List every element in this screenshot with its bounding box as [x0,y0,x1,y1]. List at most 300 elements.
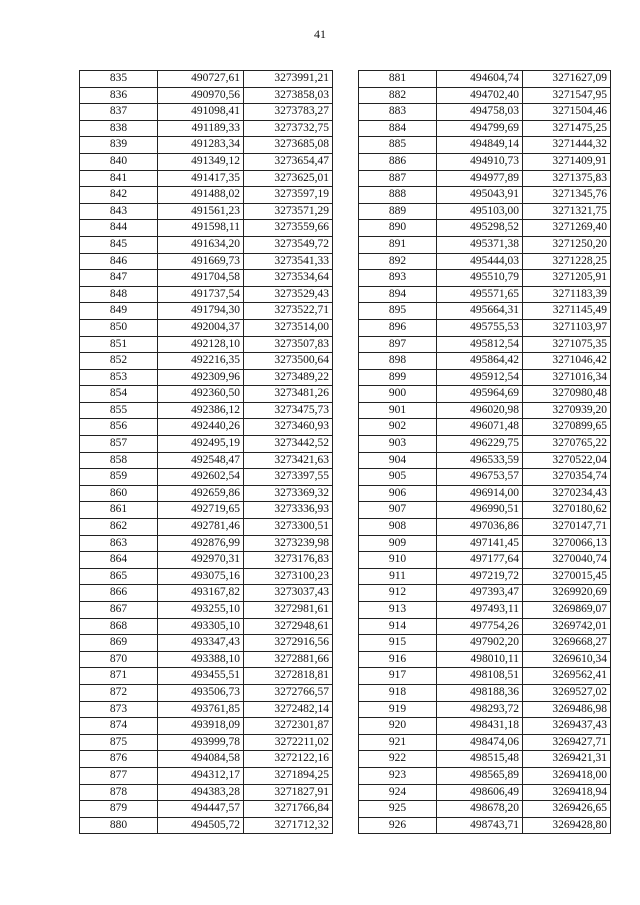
x-coordinate-cell: 491704,58 [158,270,244,287]
point-number-cell: 855 [80,402,158,419]
x-coordinate-cell: 492602,54 [158,469,244,486]
x-coordinate-cell: 494505,72 [158,817,244,834]
y-coordinate-cell: 3273442,52 [244,436,333,453]
x-coordinate-cell: 492216,35 [158,353,244,370]
table-row [80,734,333,751]
point-number-cell: 848 [80,286,158,303]
point-number-cell: 926 [359,817,437,834]
y-coordinate-cell: 3272881,66 [244,651,333,668]
point-number-cell: 909 [359,535,437,552]
x-coordinate-cell: 492970,31 [158,552,244,569]
y-coordinate-cell: 3269527,02 [523,684,611,701]
table-row [80,535,333,552]
x-coordinate-cell: 494799,69 [437,120,523,137]
point-number-cell: 925 [359,801,437,818]
table-row [80,602,333,619]
x-coordinate-cell: 493999,78 [158,734,244,751]
point-number-cell: 922 [359,751,437,768]
y-coordinate-cell: 3273475,73 [244,402,333,419]
point-number-cell: 879 [80,801,158,818]
table-row [359,137,611,154]
x-coordinate-cell: 495103,00 [437,203,523,220]
point-number-cell: 841 [80,170,158,187]
x-coordinate-cell: 493075,16 [158,568,244,585]
point-number-cell: 851 [80,336,158,353]
x-coordinate-cell: 495371,38 [437,236,523,253]
table-row [80,220,333,237]
y-coordinate-cell: 3270040,74 [523,552,611,569]
table-row [80,104,333,121]
y-coordinate-cell: 3269610,34 [523,651,611,668]
table-row [359,585,611,602]
point-number-cell: 897 [359,336,437,353]
x-coordinate-cell: 493388,10 [158,651,244,668]
y-coordinate-cell: 3273176,83 [244,552,333,569]
point-number-cell: 900 [359,386,437,403]
y-coordinate-cell: 3271103,97 [523,319,611,336]
table-row [359,170,611,187]
y-coordinate-cell: 3273489,22 [244,369,333,386]
point-number-cell: 860 [80,485,158,502]
table-row [359,71,611,88]
x-coordinate-cell: 497493,11 [437,602,523,619]
table-row [80,286,333,303]
point-number-cell: 839 [80,137,158,154]
table-row [359,369,611,386]
table-row [80,386,333,403]
x-coordinate-cell: 498188,36 [437,684,523,701]
table-row [80,187,333,204]
table-row [80,784,333,801]
point-number-cell: 907 [359,502,437,519]
point-number-cell: 902 [359,419,437,436]
y-coordinate-cell: 3269869,07 [523,602,611,619]
y-coordinate-cell: 3273239,98 [244,535,333,552]
point-number-cell: 908 [359,519,437,536]
point-number-cell: 858 [80,452,158,469]
y-coordinate-cell: 3271345,76 [523,187,611,204]
table-row [80,270,333,287]
point-number-cell: 910 [359,552,437,569]
point-number-cell: 883 [359,104,437,121]
table-row [359,353,611,370]
table-row [80,120,333,137]
point-number-cell: 836 [80,87,158,104]
y-coordinate-cell: 3273685,08 [244,137,333,154]
y-coordinate-cell: 3273597,19 [244,187,333,204]
x-coordinate-cell: 492719,65 [158,502,244,519]
x-coordinate-cell: 493918,09 [158,718,244,735]
table-row [80,651,333,668]
table-row [359,651,611,668]
point-number-cell: 898 [359,353,437,370]
x-coordinate-cell: 495444,03 [437,253,523,270]
point-number-cell: 921 [359,734,437,751]
point-number-cell: 895 [359,303,437,320]
x-coordinate-cell: 498293,72 [437,701,523,718]
y-coordinate-cell: 3273514,00 [244,319,333,336]
y-coordinate-cell: 3273541,33 [244,253,333,270]
y-coordinate-cell: 3271046,42 [523,353,611,370]
x-coordinate-cell: 494312,17 [158,767,244,784]
y-coordinate-cell: 3270980,48 [523,386,611,403]
x-coordinate-cell: 497036,86 [437,519,523,536]
table-row [359,552,611,569]
y-coordinate-cell: 3270939,20 [523,402,611,419]
point-number-cell: 853 [80,369,158,386]
table-row [359,452,611,469]
table-row [359,535,611,552]
x-coordinate-cell: 498474,06 [437,734,523,751]
point-number-cell: 917 [359,668,437,685]
x-coordinate-cell: 495664,31 [437,303,523,320]
x-coordinate-cell: 493167,82 [158,585,244,602]
point-number-cell: 920 [359,718,437,735]
x-coordinate-cell: 496914,00 [437,485,523,502]
point-number-cell: 887 [359,170,437,187]
y-coordinate-cell: 3271250,20 [523,236,611,253]
y-coordinate-cell: 3272948,61 [244,618,333,635]
table-row [359,253,611,270]
y-coordinate-cell: 3271228,25 [523,253,611,270]
x-coordinate-cell: 494849,14 [437,137,523,154]
y-coordinate-cell: 3272766,57 [244,684,333,701]
y-coordinate-cell: 3271145,49 [523,303,611,320]
point-number-cell: 923 [359,767,437,784]
x-coordinate-cell: 491417,35 [158,170,244,187]
x-coordinate-cell: 495510,79 [437,270,523,287]
x-coordinate-cell: 494447,57 [158,801,244,818]
table-row [359,286,611,303]
x-coordinate-cell: 493255,10 [158,602,244,619]
point-number-cell: 859 [80,469,158,486]
point-number-cell: 896 [359,319,437,336]
y-coordinate-cell: 3272916,56 [244,635,333,652]
table-row [359,336,611,353]
x-coordinate-cell: 494758,03 [437,104,523,121]
table-row [80,203,333,220]
x-coordinate-cell: 498565,89 [437,767,523,784]
x-coordinate-cell: 491561,23 [158,203,244,220]
y-coordinate-cell: 3270765,22 [523,436,611,453]
table-row [359,502,611,519]
point-number-cell: 911 [359,568,437,585]
y-coordinate-cell: 3271766,84 [244,801,333,818]
point-number-cell: 870 [80,651,158,668]
table-row [80,303,333,320]
table-row [80,71,333,88]
y-coordinate-cell: 3269920,69 [523,585,611,602]
point-number-cell: 876 [80,751,158,768]
y-coordinate-cell: 3269668,27 [523,635,611,652]
table-row [359,485,611,502]
x-coordinate-cell: 495964,69 [437,386,523,403]
y-coordinate-cell: 3271269,40 [523,220,611,237]
point-number-cell: 874 [80,718,158,735]
x-coordinate-cell: 498515,48 [437,751,523,768]
table-row [80,153,333,170]
point-number-cell: 899 [359,369,437,386]
y-coordinate-cell: 3273037,43 [244,585,333,602]
y-coordinate-cell: 3273732,75 [244,120,333,137]
y-coordinate-cell: 3269421,31 [523,751,611,768]
x-coordinate-cell: 492440,26 [158,419,244,436]
y-coordinate-cell: 3273783,27 [244,104,333,121]
table-row [80,568,333,585]
point-number-cell: 912 [359,585,437,602]
table-row [359,618,611,635]
x-coordinate-cell: 498743,71 [437,817,523,834]
x-coordinate-cell: 492659,86 [158,485,244,502]
table-row [359,419,611,436]
table-row [80,469,333,486]
table-row [359,220,611,237]
point-number-cell: 892 [359,253,437,270]
table-row [80,635,333,652]
x-coordinate-cell: 496533,59 [437,452,523,469]
table-row [80,767,333,784]
x-coordinate-cell: 491598,11 [158,220,244,237]
x-coordinate-cell: 498108,51 [437,668,523,685]
y-coordinate-cell: 3273336,93 [244,502,333,519]
table-row [359,767,611,784]
table-row [359,602,611,619]
y-coordinate-cell: 3271827,91 [244,784,333,801]
x-coordinate-cell: 498010,11 [437,651,523,668]
y-coordinate-cell: 3269418,94 [523,784,611,801]
y-coordinate-cell: 3270066,13 [523,535,611,552]
y-coordinate-cell: 3271547,95 [523,87,611,104]
y-coordinate-cell: 3269486,98 [523,701,611,718]
y-coordinate-cell: 3273421,63 [244,452,333,469]
table-row [80,801,333,818]
table-row [359,635,611,652]
table-row [359,701,611,718]
y-coordinate-cell: 3269742,01 [523,618,611,635]
x-coordinate-cell: 492004,37 [158,319,244,336]
table-row [359,386,611,403]
y-coordinate-cell: 3270234,43 [523,485,611,502]
table-row [80,701,333,718]
table-row [359,436,611,453]
table-row [80,336,333,353]
point-number-cell: 913 [359,602,437,619]
point-number-cell: 868 [80,618,158,635]
table-row [80,718,333,735]
point-number-cell: 914 [359,618,437,635]
point-number-cell: 924 [359,784,437,801]
point-number-cell: 854 [80,386,158,403]
x-coordinate-cell: 493455,51 [158,668,244,685]
y-coordinate-cell: 3273300,51 [244,519,333,536]
y-coordinate-cell: 3269427,71 [523,734,611,751]
table-row [359,203,611,220]
table-row [359,303,611,320]
y-coordinate-cell: 3271075,35 [523,336,611,353]
table-row [80,519,333,536]
y-coordinate-cell: 3273522,71 [244,303,333,320]
y-coordinate-cell: 3273397,55 [244,469,333,486]
point-number-cell: 852 [80,353,158,370]
y-coordinate-cell: 3273100,23 [244,568,333,585]
y-coordinate-cell: 3271894,25 [244,767,333,784]
table-row [80,402,333,419]
y-coordinate-cell: 3273481,26 [244,386,333,403]
x-coordinate-cell: 495912,54 [437,369,523,386]
x-coordinate-cell: 490970,56 [158,87,244,104]
y-coordinate-cell: 3272482,14 [244,701,333,718]
y-coordinate-cell: 3273559,66 [244,220,333,237]
y-coordinate-cell: 3272818,81 [244,668,333,685]
x-coordinate-cell: 491283,34 [158,137,244,154]
x-coordinate-cell: 491669,73 [158,253,244,270]
point-number-cell: 837 [80,104,158,121]
point-number-cell: 906 [359,485,437,502]
point-number-cell: 867 [80,602,158,619]
table-row [80,369,333,386]
y-coordinate-cell: 3270015,45 [523,568,611,585]
table-row [359,751,611,768]
table-row [80,452,333,469]
table-row [80,419,333,436]
x-coordinate-cell: 491349,12 [158,153,244,170]
point-number-cell: 916 [359,651,437,668]
point-number-cell: 840 [80,153,158,170]
y-coordinate-cell: 3269562,41 [523,668,611,685]
x-coordinate-cell: 497141,45 [437,535,523,552]
y-coordinate-cell: 3273571,29 [244,203,333,220]
table-row [80,253,333,270]
table-row [80,552,333,569]
y-coordinate-cell: 3273534,64 [244,270,333,287]
coordinates-table-right [358,70,611,834]
point-number-cell: 888 [359,187,437,204]
point-number-cell: 850 [80,319,158,336]
y-coordinate-cell: 3269428,80 [523,817,611,834]
table-row [359,120,611,137]
x-coordinate-cell: 496229,75 [437,436,523,453]
table-row [359,568,611,585]
table-row [80,751,333,768]
table-row [359,153,611,170]
point-number-cell: 893 [359,270,437,287]
table-row [80,618,333,635]
y-coordinate-cell: 3273460,93 [244,419,333,436]
coordinates-table-left [79,70,333,834]
point-number-cell: 866 [80,585,158,602]
point-number-cell: 872 [80,684,158,701]
table-row [80,170,333,187]
table-row [359,718,611,735]
y-coordinate-cell: 3270899,65 [523,419,611,436]
x-coordinate-cell: 497393,47 [437,585,523,602]
x-coordinate-cell: 495755,53 [437,319,523,336]
y-coordinate-cell: 3269437,43 [523,718,611,735]
x-coordinate-cell: 492309,96 [158,369,244,386]
table-row [80,668,333,685]
point-number-cell: 862 [80,519,158,536]
point-number-cell: 875 [80,734,158,751]
y-coordinate-cell: 3269418,00 [523,767,611,784]
point-number-cell: 849 [80,303,158,320]
y-coordinate-cell: 3273549,72 [244,236,333,253]
y-coordinate-cell: 3273654,47 [244,153,333,170]
point-number-cell: 880 [80,817,158,834]
x-coordinate-cell: 493761,85 [158,701,244,718]
x-coordinate-cell: 495043,91 [437,187,523,204]
table-row [80,502,333,519]
y-coordinate-cell: 3273991,21 [244,71,333,88]
x-coordinate-cell: 494604,74 [437,71,523,88]
point-number-cell: 890 [359,220,437,237]
x-coordinate-cell: 493347,43 [158,635,244,652]
x-coordinate-cell: 498606,49 [437,784,523,801]
table-row [359,801,611,818]
point-number-cell: 835 [80,71,158,88]
y-coordinate-cell: 3272981,61 [244,602,333,619]
x-coordinate-cell: 494383,28 [158,784,244,801]
x-coordinate-cell: 494084,58 [158,751,244,768]
x-coordinate-cell: 497902,20 [437,635,523,652]
y-coordinate-cell: 3270147,71 [523,519,611,536]
table-row [359,104,611,121]
x-coordinate-cell: 498431,18 [437,718,523,735]
x-coordinate-cell: 492876,99 [158,535,244,552]
y-coordinate-cell: 3271627,09 [523,71,611,88]
point-number-cell: 847 [80,270,158,287]
point-number-cell: 885 [359,137,437,154]
point-number-cell: 856 [80,419,158,436]
point-number-cell: 864 [80,552,158,569]
table-row [80,585,333,602]
table-row [359,187,611,204]
x-coordinate-cell: 498678,20 [437,801,523,818]
x-coordinate-cell: 494977,89 [437,170,523,187]
point-number-cell: 901 [359,402,437,419]
point-number-cell: 881 [359,71,437,88]
point-number-cell: 889 [359,203,437,220]
y-coordinate-cell: 3272122,16 [244,751,333,768]
y-coordinate-cell: 3273507,83 [244,336,333,353]
x-coordinate-cell: 491189,33 [158,120,244,137]
table-row [80,485,333,502]
table-row [359,784,611,801]
y-coordinate-cell: 3271375,83 [523,170,611,187]
x-coordinate-cell: 494910,73 [437,153,523,170]
y-coordinate-cell: 3271444,32 [523,137,611,154]
point-number-cell: 842 [80,187,158,204]
point-number-cell: 845 [80,236,158,253]
point-number-cell: 884 [359,120,437,137]
y-coordinate-cell: 3269426,65 [523,801,611,818]
y-coordinate-cell: 3271183,39 [523,286,611,303]
point-number-cell: 871 [80,668,158,685]
point-number-cell: 873 [80,701,158,718]
table-row [359,684,611,701]
point-number-cell: 904 [359,452,437,469]
x-coordinate-cell: 495571,65 [437,286,523,303]
table-row [80,319,333,336]
y-coordinate-cell: 3271321,75 [523,203,611,220]
point-number-cell: 918 [359,684,437,701]
point-number-cell: 861 [80,502,158,519]
table-row [359,734,611,751]
table-row [359,817,611,834]
table-row [80,684,333,701]
x-coordinate-cell: 492360,50 [158,386,244,403]
point-number-cell: 905 [359,469,437,486]
x-coordinate-cell: 496753,57 [437,469,523,486]
